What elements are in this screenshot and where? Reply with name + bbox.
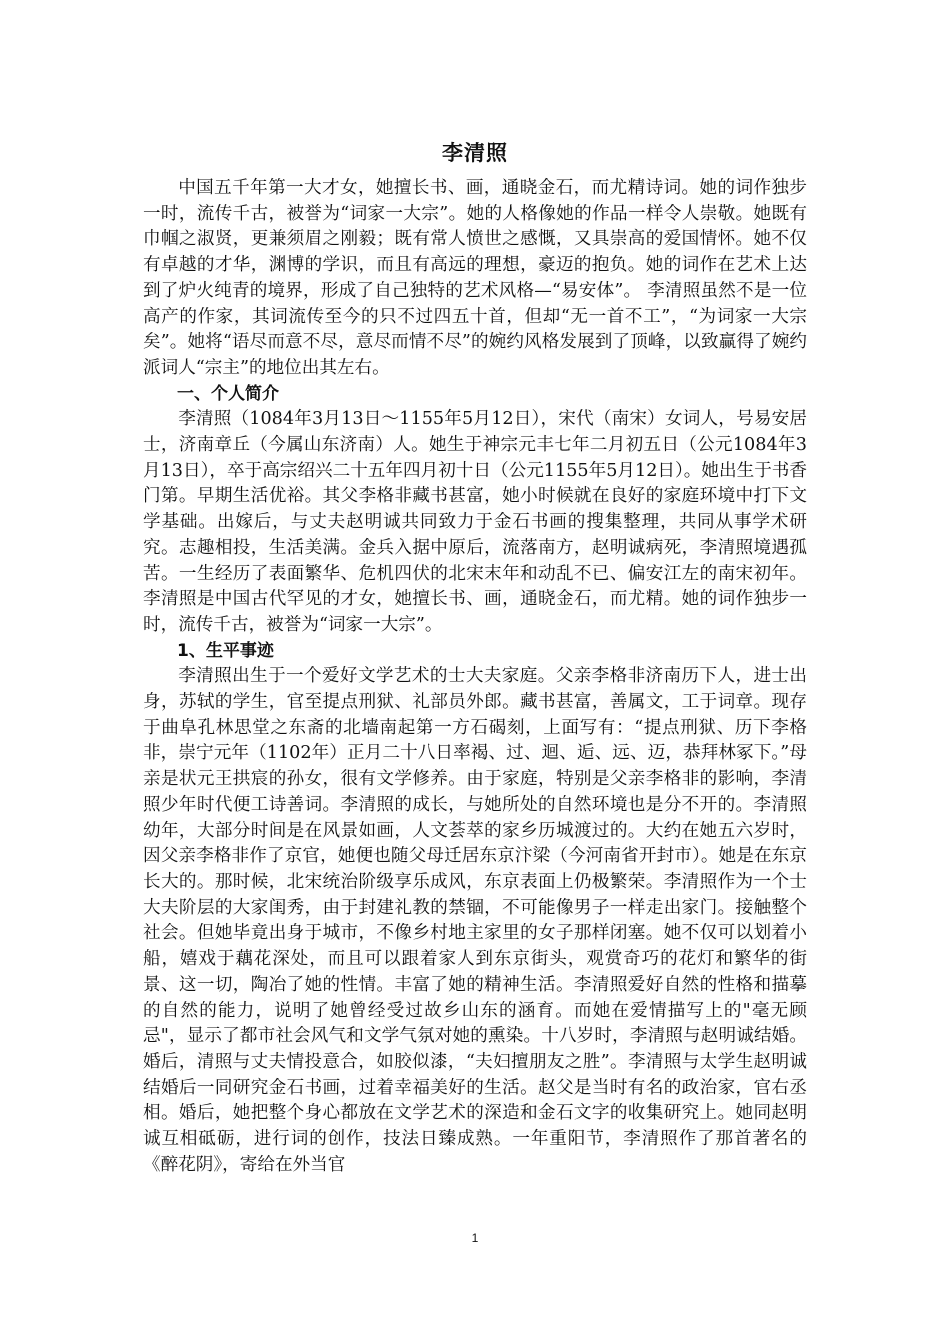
document-body [143, 176, 807, 1178]
life-events-paragraph: 李清照出生于一个爱好文学艺术的士大夫家庭。父亲李格非济南历下人，进士出身，苏轼的学生，官至提点刑狱、礼部员外郎。藏书甚富，善属文，工于词章。现存于曲阜孔林思堂之东斋的北墙南起第一方石碣刻，上面写有：“提点刑狱、历下李格非，崇宁元年（1102年）正月二十八日率褐、过、迴、逅、远、迈，恭拜林冢下。”母亲是状元王拱宸的孙女，很有文学修养。由于家庭，特别是父亲李格非的影响，李清照少年时代便工诗善词。李清照的成长，与她所处的自然环境也是分不开的。李清照幼年，大部分时间是在风景如画，人文荟萃的家乡历城渡过的。大约在她五六岁时，因父亲李格非作了京官，她便也随父母迁居东京汴梁（今河南省开封市）。她是在东京长大的。那时候，北宋统治阶级享乐成风，东京表面上仍极繁荣。李清照作为一个士大夫阶层的大家闺秀，由于封建礼教的禁锢，不可能像男子一样走出家门。接触整个社会。但她毕竟出身于城市，不像乡村地主家里的女子那样闭塞。她不仅可以划着小船，嬉戏于藕花深处，而且可以跟着家人到东京街头，观赏奇巧的花灯和繁华的街景、这一切，陶冶了她的性情。丰富了她的精神生活。李清照爱好自然的性格和描摹的自然的能力，说明了她曾经受过故乡山东的涵育。而她在爱情描写上的"毫无顾忌"，显示了都市社会风气和文学气氛对她的熏染。十八岁时，李清照与赵明诚结婚。婚后，清照与丈夫情投意合，如胶似漆，“夫妇擅朋友之胜”。李清照与太学生赵明诚结婚后一同研究金石书画，过着幸福美好的生活。赵父是当时有名的政治家，官右丞相。婚后，她把整个身心都放在文学艺术的深造和金石文字的收集研究上。她同赵明诚互相砥砺，进行词的创作，技法日臻成熟。一年重阳节，李清照作了那首著名的《醉花阴》，寄给在外当官 [143, 666, 807, 1175]
page-number: 1 [471, 1231, 479, 1245]
intro-paragraph: 中国五千年第一大才女，她擅长书、画，通晓金石，而尤精诗词。她的词作独步一时，流传千古，被誉为“词家一大宗”。她的人格像她的作品一样令人崇敬。她既有巾帼之淑贤，更兼须眉之刚毅；既有常人愤世之感慨，又具崇高的爱国情怀。她不仅有卓越的才华，渊博的学识，而且有高远的理想，豪迈的抱负。她的词作在艺术上达到了炉火纯青的境界，形成了自己独特的艺术风格—“易安体”。 李清照虽然不是一位高产的作家，其词流传至今的只不过四五十首，但却“无一首不工”，“为词家一大宗矣”。她将“语尽而意不尽，意尽而情不尽”的婉约风格发展到了顶峰，以致赢得了婉约派词人“宗主”的地位出其左右。 [143, 178, 807, 378]
personal-intro-paragraph: 李清照（1084年3月13日～1155年5月12日），宋代（南宋）女词人，号易安居士，济南章丘（今属山东济南）人。她生于神宗元丰七年二月初五日（公元1084年3月13日），卒于高宗绍兴二十五年四月初十日（公元1155年5月12日）。她出生于书香门第。早期生活优裕。其父李格非藏书甚富，她小时候就在良好的家庭环境中打下文学基础。出嫁后，与丈夫赵明诚共同致力于金石书画的搜集整理，共同从事学术研究。志趣相投，生活美满。金兵入据中原后，流落南方，赵明诚病死，李清照境遇孤苦。一生经历了表面繁华、危机四伏的北宋末年和动乱不已、偏安江左的南宋初年。李清照是中国古代罕见的才女，她擅长书、画，通晓金石，而尤精。她的词作独步一时，流传千古，被誉为“词家一大宗”。 [143, 409, 807, 635]
section-heading-personal-intro: 一、个人简介 [177, 383, 279, 404]
page-title: 李清照 [442, 141, 508, 165]
section-heading-life-events: 1、生平事迹 [177, 640, 274, 661]
